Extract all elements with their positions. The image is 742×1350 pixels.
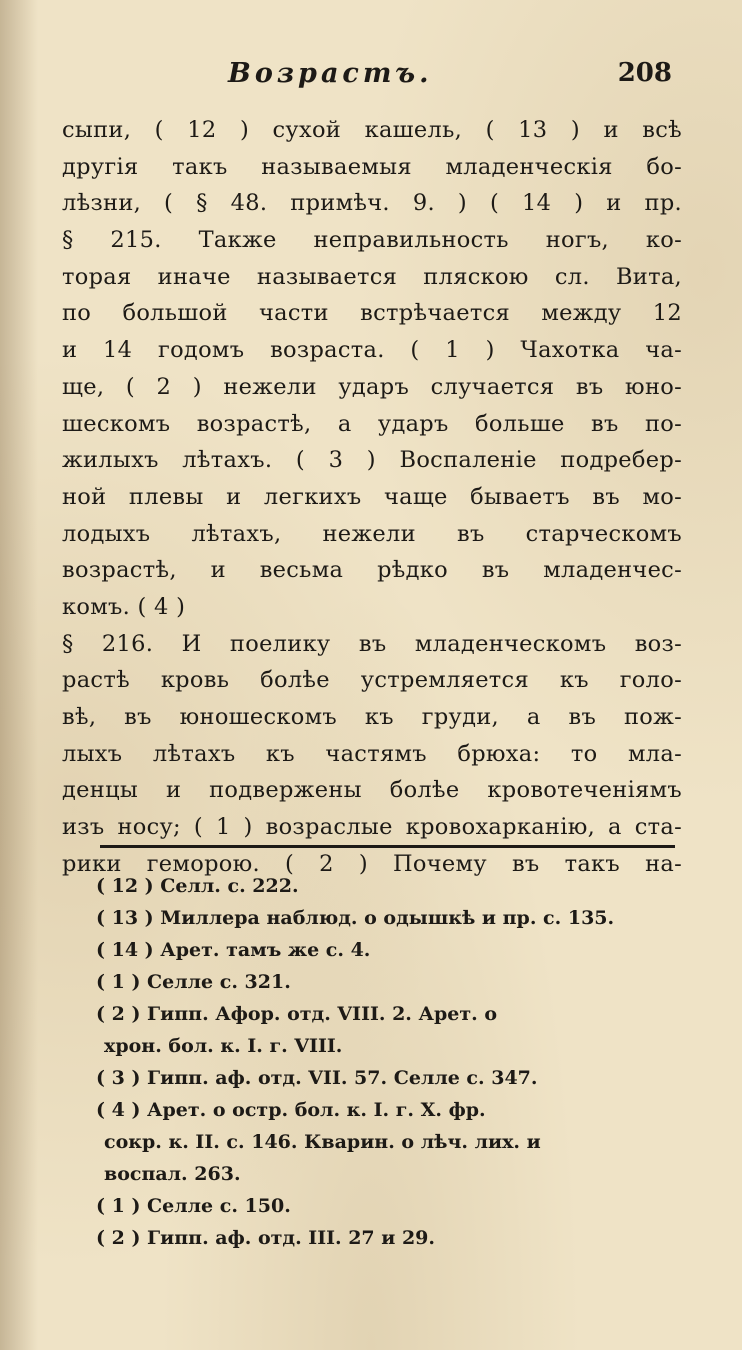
body-line: по большой части встрѣчается между 12 bbox=[62, 300, 682, 327]
body-line: жилыхъ лѣтахъ. ( 3 ) Воспаленіе подребер- bbox=[62, 447, 682, 474]
footnote: ( 1 ) Селле с. 321. bbox=[96, 971, 291, 993]
footnote: ( 2 ) Гипп. Афор. отд. VIII. 2. Арет. о bbox=[96, 1003, 498, 1025]
body-line: ной плевы и легкихъ чаще бываетъ въ мо- bbox=[62, 483, 682, 510]
body-line: торая иначе называется пляскою сл. Вита, bbox=[62, 263, 682, 290]
footnote: ( 3 ) Гипп. аф. отд. VII. 57. Селле с. 347. bbox=[96, 1067, 538, 1089]
body-line: рики геморою. ( 2 ) Почему въ такъ на- bbox=[62, 850, 682, 877]
body-line: лѣзни, ( § 48. примѣч. 9. ) ( 14 ) и пр. bbox=[62, 190, 682, 217]
footnote: ( 2 ) Гипп. аф. отд. III. 27 и 29. bbox=[96, 1227, 436, 1249]
body-line: и 14 годомъ возраста. ( 1 ) Чахотка ча- bbox=[62, 337, 682, 364]
page-gutter-shadow bbox=[0, 0, 38, 1350]
body-line: денцы и подвержены болѣе кровотеченіямъ bbox=[62, 777, 682, 804]
body-line: комъ. ( 4 ) bbox=[62, 593, 186, 620]
footnote-continuation: воспал. 263. bbox=[104, 1163, 241, 1185]
page-number: 208 bbox=[617, 58, 672, 88]
footnote-continuation: хрон. бол. к. I. г. VIII. bbox=[104, 1035, 343, 1057]
footnote: ( 12 ) Селл. с. 222. bbox=[96, 875, 299, 897]
running-title: Возрастъ. bbox=[228, 58, 433, 89]
body-line: изъ носу; ( 1 ) возраслые кровохарканію, а ста- bbox=[62, 814, 682, 841]
footnotes bbox=[96, 870, 686, 1254]
footnote-divider bbox=[100, 845, 675, 848]
footnote-continuation: сокр. к. II. с. 146. Кварин. о лѣч. лих. и bbox=[104, 1131, 541, 1153]
body-line: сыпи, ( 12 ) сухой кашель, ( 13 ) и всѣ bbox=[62, 117, 682, 143]
page-header bbox=[60, 58, 680, 98]
body-line: другія такъ называемыя младенческія бо- bbox=[62, 153, 682, 180]
footnote: ( 14 ) Арет. тамъ же с. 4. bbox=[96, 939, 371, 961]
body-line: возрастѣ, и весьма рѣдко въ младенчес- bbox=[62, 557, 682, 584]
footnote: ( 4 ) Арет. о остр. бол. к. I. г. X. фр. bbox=[96, 1099, 486, 1121]
footnote: ( 1 ) Селле с. 150. bbox=[96, 1195, 291, 1217]
paragraph-215-start: § 215. Также неправильность ногъ, ко- bbox=[62, 227, 682, 254]
body-line: лыхъ лѣтахъ къ частямъ брюха: то мла- bbox=[62, 740, 682, 767]
footnote: ( 13 ) Миллера наблюд. о одышкѣ и пр. с. 135. bbox=[96, 907, 615, 929]
body-line: шескомъ возрастѣ, а ударъ больше въ по- bbox=[62, 410, 682, 437]
body-line: вѣ, въ юношескомъ къ груди, а въ пож- bbox=[62, 704, 682, 730]
body-line: ще, ( 2 ) нежели ударъ случается въ юно- bbox=[62, 373, 682, 400]
body-line: лодыхъ лѣтахъ, нежели въ старческомъ bbox=[62, 520, 682, 547]
paragraph-216-start: § 216. И поелику въ младенческомъ воз- bbox=[62, 630, 682, 657]
body-text bbox=[62, 112, 682, 882]
body-line: растѣ кровь болѣе устремляется къ голо- bbox=[62, 667, 682, 694]
